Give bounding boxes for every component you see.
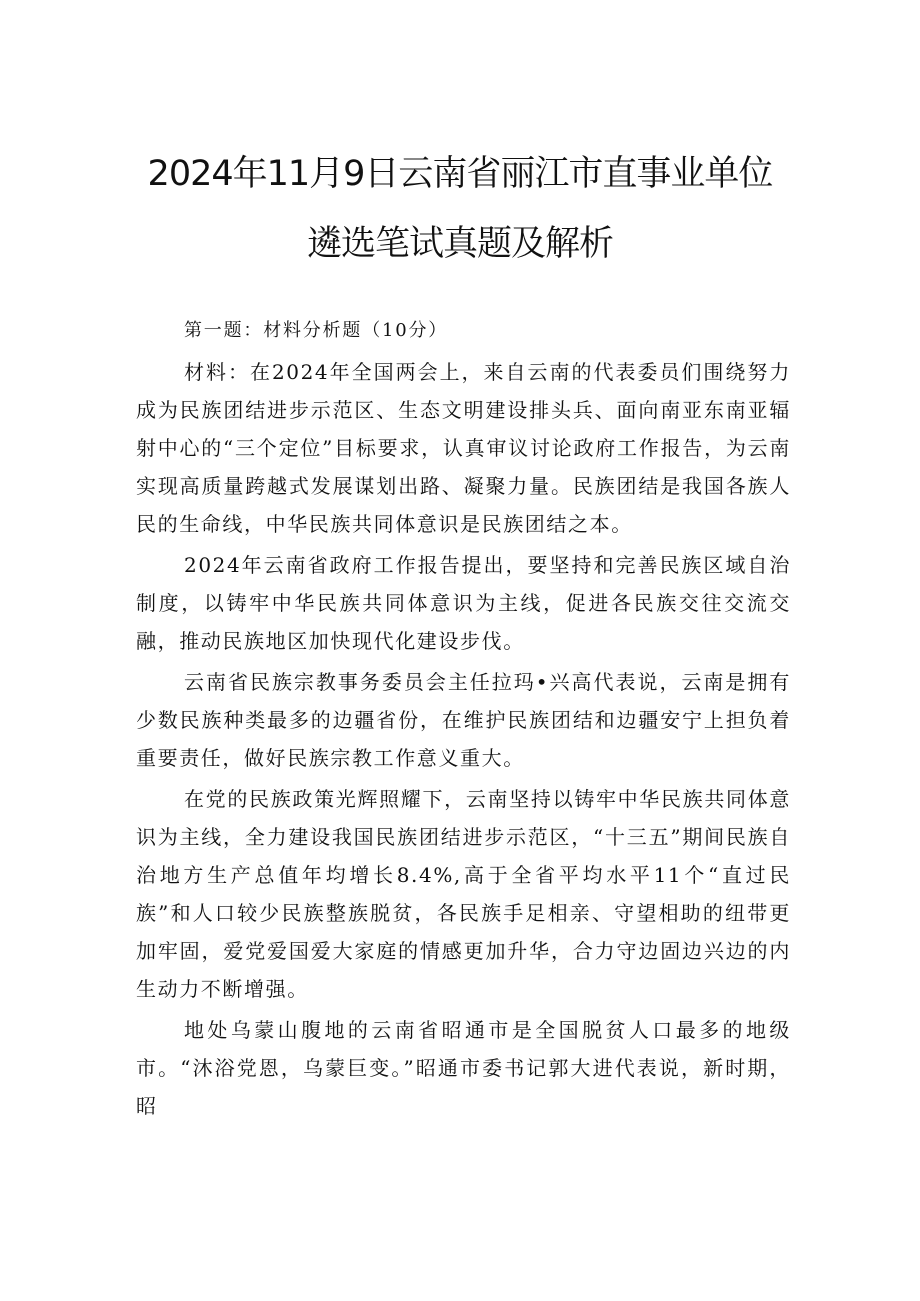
zhaotong-paragraph: 地处乌蒙山腹地的云南省昭通市是全国脱贫人口最多的地级市。“沐浴党恩，乌蒙巨变。”昭通市委书记郭大进代表说，新时期，昭 — [136, 1018, 791, 1118]
document-body — [136, 312, 791, 1125]
achievement-paragraph: 在党的民族政策光辉照耀下，云南坚持以铸牢中华民族共同体意识为主线，全力建设我国民族团结进步示范区，“十三五”期间民族自治地方生产总值年均增长8.4%,高于全省平均水平11个“直过民族”和人口较少民族整族脱贫，各民族手足相亲、守望相助的纽带更加牢固，爱党爱国爱大家庭的情感更加升华，合力守边固边兴边的内生动力不断增强。 — [136, 787, 791, 1001]
document-title-line-1: 2024年11月9日云南省丽江市直事业单位 — [147, 154, 773, 194]
commission-paragraph: 云南省民族宗教事务委员会主任拉玛•兴高代表说，云南是拥有少数民族种类最多的边疆省份，在维护民族团结和边疆安宁上担负着重要责任，做好民族宗教工作意义重大。 — [136, 670, 791, 770]
document-title-line-2: 遴选笔试真题及解析 — [306, 224, 613, 264]
question-heading: 第一题：材料分析题（10分） — [184, 320, 449, 341]
report-paragraph: 2024年云南省政府工作报告提出，要坚持和完善民族区域自治制度，以铸牢中华民族共同体意识为主线，促进各民族交往交流交融，推动民族地区加快现代化建设步伐。 — [136, 553, 791, 653]
material-paragraph: 材料：在2024年全国两会上，来自云南的代表委员们围绕努力成为民族团结进步示范区、生态文明建设排头兵、面向南亚东南亚辐射中心的“三个定位”目标要求，认真审议讨论政府工作报告，为云南实现高质量跨越式发展谋划出路、凝聚力量。民族团结是我国各族人民的生命线，中华民族共同体意识是民族团结之本。 — [136, 360, 791, 536]
